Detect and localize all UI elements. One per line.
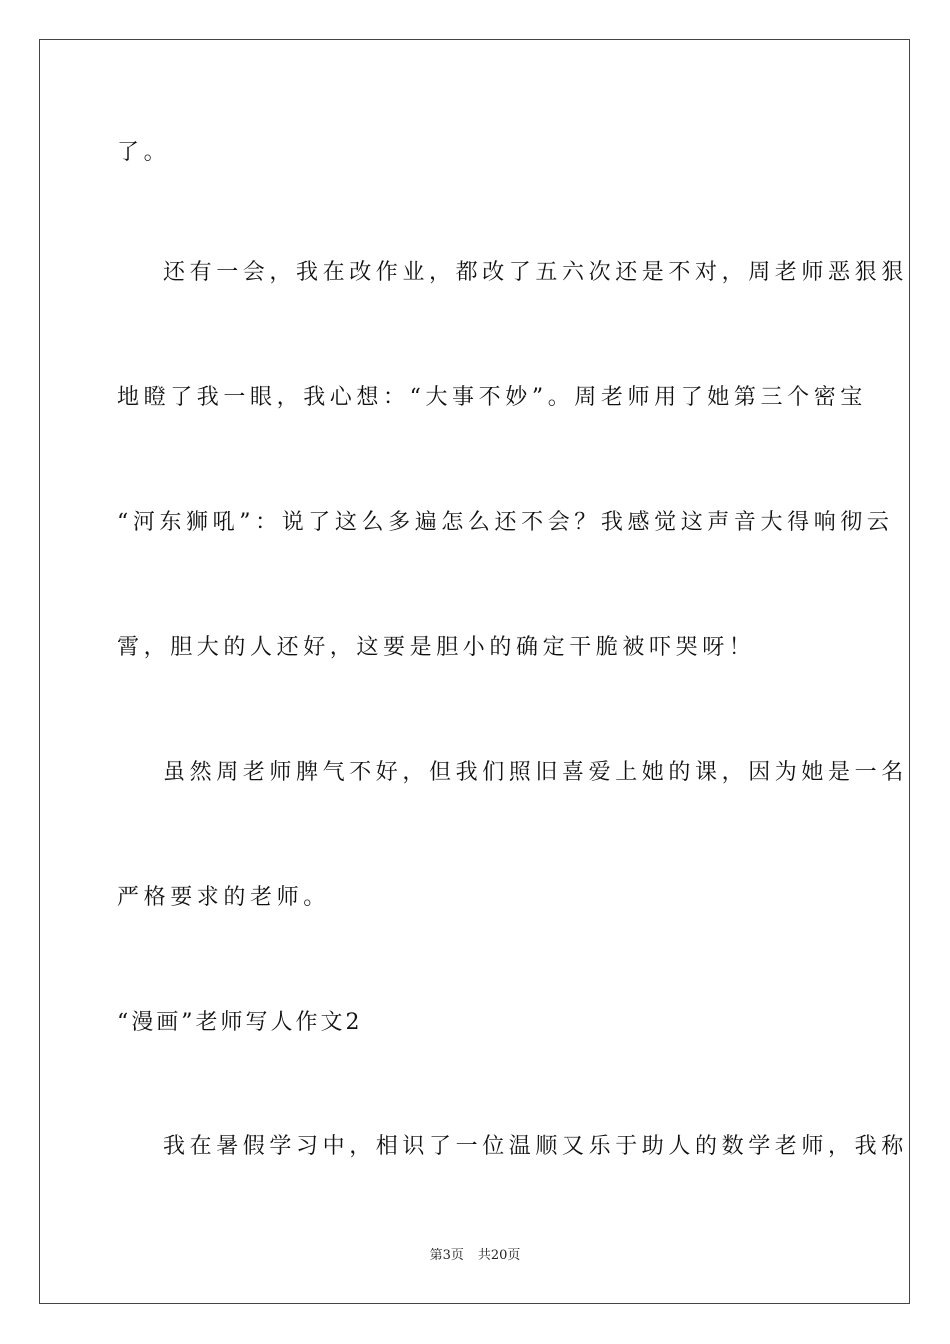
paragraph-line: 了。 [117, 140, 171, 165]
page-footer [0, 1247, 950, 1265]
paragraph-line: 霄，胆大的人还好，这要是胆小的确定干脆被吓哭呀！ [117, 635, 756, 660]
paragraph-line: 我在暑假学习中，相识了一位温顺又乐于助人的数学老师，我称 [163, 1134, 908, 1159]
paragraph-line: 严格要求的老师。 [117, 885, 330, 910]
paragraph-line: “河东狮吼”：说了这么多遍怎么还不会？我感觉这声音大得响彻云 [117, 510, 894, 535]
paragraph-line: 地瞪了我一眼，我心想：“大事不妙”。周老师用了她第三个密宝 [117, 385, 867, 410]
paragraph-line: 还有一会，我在改作业，都改了五六次还是不对，周老师恶狠狠 [163, 260, 908, 285]
page-border [39, 39, 910, 1304]
paragraph-line: 虽然周老师脾气不好，但我们照旧喜爱上她的课，因为她是一名 [163, 760, 908, 785]
page-total: 共20页 [477, 1248, 521, 1263]
section-title: “漫画”老师写人作文2 [117, 1010, 363, 1035]
page-number: 第3页 [429, 1248, 464, 1263]
